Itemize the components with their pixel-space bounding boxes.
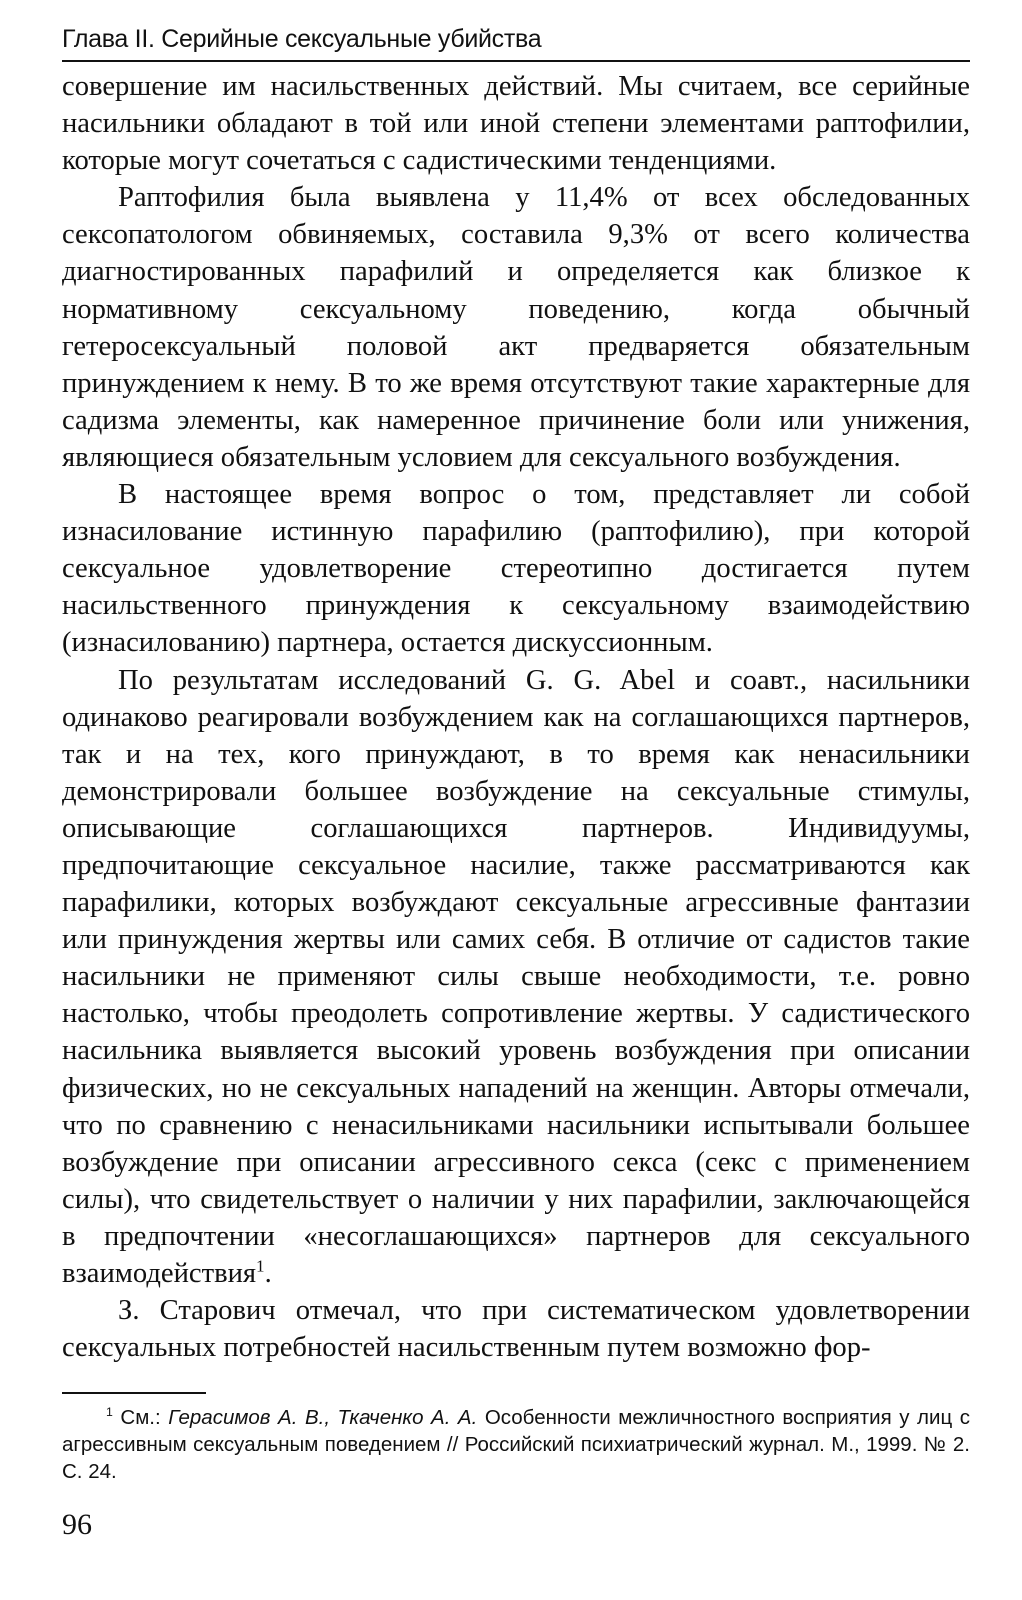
- footnote-prefix: См.:: [120, 1406, 161, 1430]
- paragraph-4: По результатам исследований G. G. Abel и соавт., насильники одинаково реагировали возбуждением как на соглашающихся партнеров, так и на тех, кого принуждают, в то время как ненасильники демонстрировали большее возбуждение на сексуальные стимулы, описывающие соглашающихся партнеров. Индивидуумы, предпочитающие сексуальное насилие, также рассматриваются как парафилики, которых возбуждают сексуальные агрессивные фантазии или принуждения жертвы или самих себя. В отличие от садистов такие насильники не применяют силы свыше необходимости, т.е. ровно настолько, чтобы преодолеть сопротивление жертвы. У садистического насильника выявляется высокий уровень возбуждения при описании физических, но не сексуальных нападений на женщин. Авторы отмечали, что по сравнению с ненасильниками насильники испытывали большее возбуждение при описании агрессивного секса (секс с применением силы), что свидетельствует о наличии у них парафилии, заключающейся в предпочтении «несоглашающихся» партнеров для сексуального взаимодействия$^1$.: [62, 664, 970, 1289]
- footnote-authors: Герасимов А. В., Ткаченко А. А.: [168, 1406, 478, 1430]
- footnote-rule: [62, 1392, 206, 1394]
- paragraph-5: З. Старович отмечал, что при систематическом удовлетворении сексуальных потребностей насильственным путем возможно фор-: [62, 1295, 970, 1364]
- footnote: [62, 1404, 970, 1485]
- header-rule: [62, 60, 970, 62]
- footnote-reference[interactable]: 1: [256, 1256, 265, 1276]
- paragraph-4-text: По результатам исследований G. G. Abel и соавт., насильники одинаково реагировали возбуждением как на соглашающихся партнеров, так и на тех, кого принуждают, в то время как ненасильники демонстрировали большее возбуждение на сексуальные стимулы, описывающие соглашающихся партнеров. Индивидуумы, предпочитающие сексуальное насилие, также рассматриваются как парафилики, которых возбуждают сексуальные агрессивные фантазии или принуждения жертвы или самих себя. В отличие от садистов такие насильники не применяют силы свыше необходимости, т.е. ровно настолько, чтобы преодолеть сопротивление жертвы. У садистического насильника выявляется высокий уровень возбуждения при описании физических, но не сексуальных нападений на женщин. Авторы отмечали, что по сравнению с ненасильниками насильники испытывали большее возбуждение при описании агрессивного секса (секс с применением силы), что свидетельствует о наличии у них парафилии, заключающейся в предпочтении «несоглашающихся» партнеров для сексуального взаимодействия: [62, 664, 970, 1289]
- running-head: Глава II. Серийные сексуальные убийства: [62, 25, 542, 53]
- paragraph-3: В настоящее время вопрос о том, представляет ли собой изнасилование истинную парафилию (раптофилию), при которой сексуальное удовлетворение стереотипно достигается путем насильственного принуждения к сексуальному взаимодействию (изнасилованию) партнера, остается дискуссионным.: [62, 479, 970, 659]
- paragraph-2: Раптофилия была выявлена у 11,4% от всех обследованных сексопатологом обвиняемых, составила 9,3% от всего количества диагностированных парафилий и определяется как близкое к нормативному сексуальному поведению, когда обычный гетеросексуальный половой акт предваряется обязательным принуждением к нему. В то же время отсутствуют такие характерные для садизма элементы, как намеренное причинение боли или унижения, являющиеся обязательным условием для сексуального возбуждения.: [62, 182, 970, 473]
- paragraph-1: совершение им насильственных действий. Мы считаем, все серийные насильники обладают в той или иной степени элементами раптофилии, которые могут сочетаться с садистическими тенденциями.: [62, 71, 970, 177]
- footnote-text: Особенности межличностного восприятия у лиц с агрессивным сексуальным поведением // Российский психиатрический журнал. М., 1999. № 2. С. 24.: [62, 1406, 970, 1484]
- footnote-marker: 1: [106, 1405, 113, 1420]
- main-text: [62, 68, 970, 1366]
- page-number: 96: [62, 1508, 92, 1542]
- book-page: [62, 22, 970, 1578]
